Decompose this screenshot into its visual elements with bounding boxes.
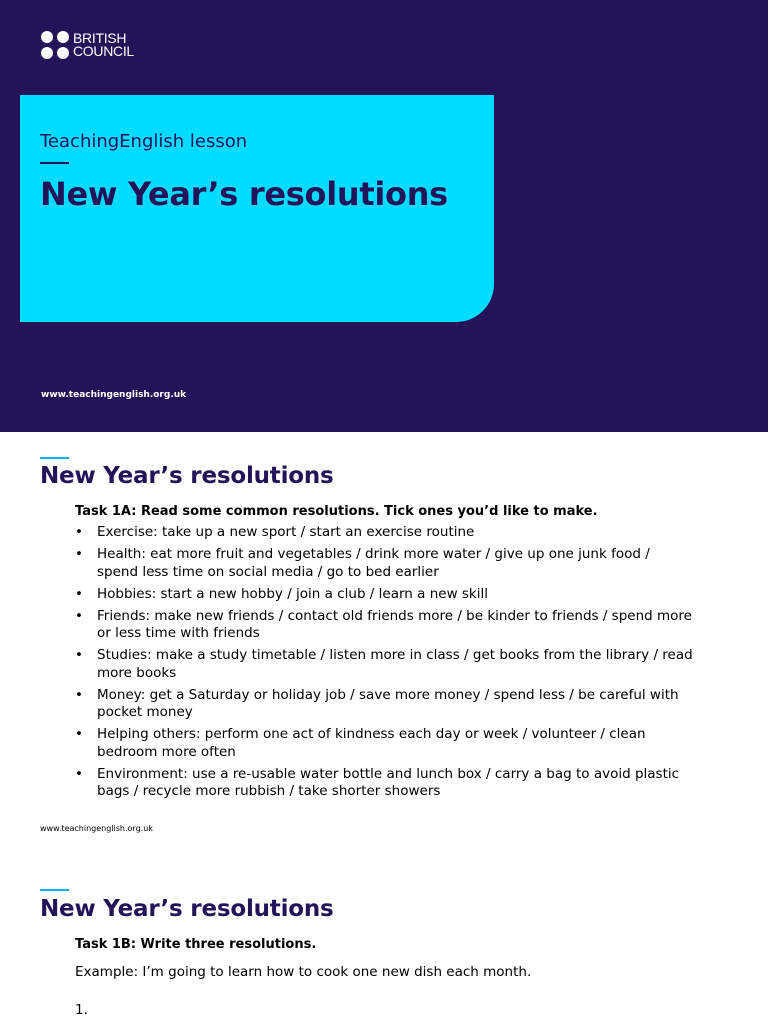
list-item-text: Studies: make a study timetable / listen more in class / get books from the library / read more books xyxy=(97,647,693,681)
list-item xyxy=(75,647,695,682)
bullet-icon: • xyxy=(75,585,83,602)
cover-url[interactable]: www.teachingenglish.org.uk xyxy=(41,390,187,400)
bullet-icon: • xyxy=(75,607,83,624)
numbered-item-1: 1. xyxy=(75,1002,88,1018)
list-item-text: Exercise: take up a new sport / start an exercise routine xyxy=(97,524,475,540)
cover-section xyxy=(0,0,768,432)
logo-line-1: BRITISH xyxy=(73,30,127,46)
bullet-icon: • xyxy=(75,524,83,540)
bullet-icon: • xyxy=(75,726,83,742)
list-item xyxy=(75,586,695,604)
slide-1 xyxy=(0,432,768,852)
slide-2 xyxy=(0,852,768,1024)
bullet-icon: • xyxy=(75,765,83,782)
slide-1-title: New Year’s resolutions xyxy=(40,463,334,489)
list-item xyxy=(75,687,695,722)
list-item-text: Money: get a Saturday or holiday job / save more money / spend less / be careful with pocket money xyxy=(97,686,679,720)
slide-1-url[interactable]: www.teachingenglish.org.uk xyxy=(40,824,153,833)
list-item-text: Hobbies: start a new hobby / join a club / learn a new skill xyxy=(97,585,488,602)
resolutions-list xyxy=(75,524,695,805)
cover-subtitle: TeachingEnglish lesson xyxy=(40,131,248,152)
list-item xyxy=(75,766,695,801)
cover-title: New Year’s resolutions xyxy=(40,175,448,213)
british-council-logo xyxy=(41,31,134,59)
list-item-text: Environment: use a re-usable water bottle and lunch box / carry a bag to avoid plastic bags / recycle more rubbish / take shorter showers xyxy=(97,765,680,799)
example-sentence: Example: I’m going to learn how to cook one new dish each month. xyxy=(75,964,532,980)
list-item-text: Friends: make new friends / contact old friends more / be kinder to friends / spend more or less time with friends xyxy=(97,607,692,641)
logo-dots-icon xyxy=(41,31,69,59)
list-item xyxy=(75,546,695,581)
logo-line-2: COUNCIL xyxy=(73,43,134,59)
title-card xyxy=(20,95,494,322)
slide-2-title-rule xyxy=(40,889,69,891)
list-item xyxy=(75,726,695,761)
cover-title-rule xyxy=(40,162,69,164)
list-item-text: Helping others: perform one act of kindness each day or week / volunteer / clean bedroom more often xyxy=(97,726,646,760)
list-item xyxy=(75,608,695,643)
task-1a-instruction: Task 1A: Read some common resolutions. Tick ones you’d like to make. xyxy=(75,504,598,519)
slide-1-title-rule xyxy=(40,457,69,459)
slide-2-title: New Year’s resolutions xyxy=(40,896,334,922)
list-item xyxy=(75,524,695,542)
bullet-icon: • xyxy=(75,647,83,663)
bullet-icon: • xyxy=(75,546,83,562)
list-item-text: Health: eat more fruit and vegetables / drink more water / give up one junk food / spend less time on social media / go to bed earlier xyxy=(97,546,650,580)
task-1b-instruction: Task 1B: Write three resolutions. xyxy=(75,937,317,952)
bullet-icon: • xyxy=(75,686,83,703)
